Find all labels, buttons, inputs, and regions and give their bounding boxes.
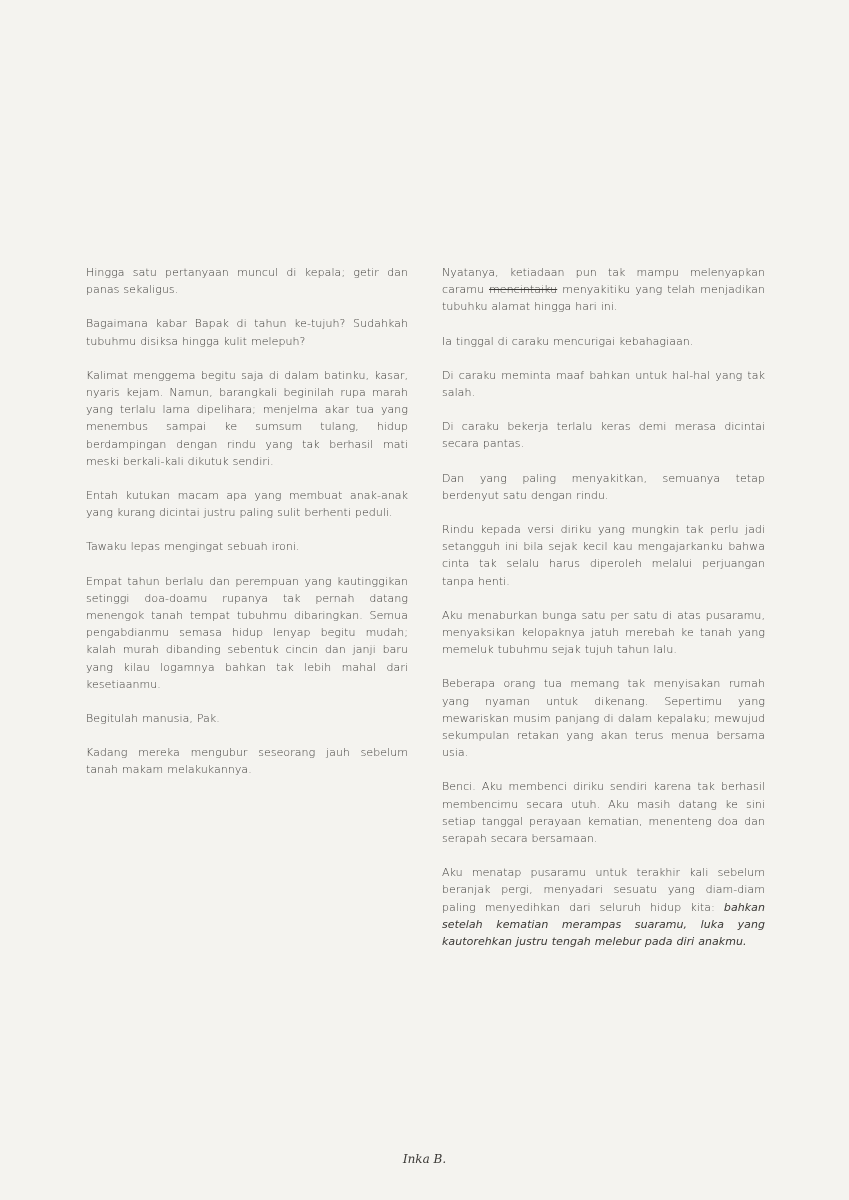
paragraph-with-strikethrough bbox=[442, 264, 765, 316]
paragraph: Empat tahun berlalu dan perempuan yang kautinggikan setinggi doa-doamu rupanya tak pernah datang menengok tanah tempat tubuhmu dibaringkan. Semua pengabdianmu semasa hidup lenyap begitu mudah; kalah murah dibanding sebentuk cincin dan janji baru yang kilau logamnya bahkan tak lebih mahal dari kesetiaanmu. bbox=[86, 574, 408, 691]
paragraph-text: Nyatanya, ketiadaan pun tak mampu melenyapkan caramu bbox=[442, 266, 765, 297]
paragraph: Entah kutukan macam apa yang membuat anak-anak yang kurang dicintai justru paling sulit berhenti peduli. bbox=[86, 489, 408, 520]
paragraph: Tawaku lepas mengingat sebuah ironi. bbox=[86, 540, 300, 554]
paragraph: Di caraku meminta maaf bahkan untuk hal-hal yang tak salah. bbox=[442, 368, 765, 400]
author-signature: Inka B. bbox=[402, 1152, 447, 1166]
paragraph: Kadang mereka mengubur seseorang jauh sebelum tanah makam melakukannya. bbox=[86, 746, 408, 777]
paragraph: Bagaimana kabar Bapak di tahun ke-tujuh? Sudahkah tubuhmu disiksa hingga kulit melepuh? bbox=[86, 317, 408, 348]
paragraph: Rindu kepada versi diriku yang mungkin tak perlu jadi setangguh ini bila sejak kecil kau mengajarkanku bahwa cinta tak selalu harus diperoleh melalui perjuangan tanpa henti. bbox=[442, 523, 765, 588]
right-text-column bbox=[442, 264, 765, 967]
paragraph: Kalimat menggema begitu saja di dalam batinku, kasar, nyaris kejam. Namun, barangkali beginilah rupa marah yang terlalu lama dipelihara; menjelma akar tua yang menembus sampai ke sumsum tulang, hidup berdampingan dengan rindu yang tak berhasil mati meski berkali-kali dikutuk sendiri. bbox=[86, 368, 408, 468]
italic-text: bahkan setelah kematian merampas suaramu, luka yang kautorehkan justru tengah melebur pada diri anakmu. bbox=[442, 900, 765, 949]
paragraph: Aku menaburkan bunga satu per satu di atas pusaramu, menyaksikan kelopaknya jatuh merebah ke tanah yang memeluk tubuhmu sejak tujuh tahun lalu. bbox=[442, 608, 765, 657]
paragraph: Di caraku bekerja terlalu keras demi merasa dicintai secara pantas. bbox=[442, 420, 765, 451]
paragraph: Beberapa orang tua memang tak menyisakan rumah yang nyaman untuk dikenang. Sepertimu yang mewariskan musim panjang di dalam kepalaku; mewujud sekumpulan retakan yang akan terus menua bersama usia. bbox=[442, 677, 765, 760]
paragraph: Begitulah manusia, Pak. bbox=[86, 712, 220, 726]
struck-word: mencintaiku bbox=[489, 283, 558, 297]
left-text-column bbox=[86, 264, 408, 796]
paragraph-text: menyakitiku yang telah menjadikan tubuhku alamat hingga hari ini. bbox=[442, 283, 765, 314]
paragraph-text: Aku menatap pusaramu untuk terakhir kali sebelum beranjak pergi, menyadari sesuatu yang diam-diam paling menyedihkan dari seluruh hidup kita: bbox=[442, 866, 765, 914]
paragraph: Benci. Aku membenci diriku sendiri karena tak berhasil membencimu secara utuh. Aku masih datang ke sini setiap tanggal perayaan kematian, menenteng doa dan serapah secara bersamaan. bbox=[442, 780, 765, 846]
paragraph: Hingga satu pertanyaan muncul di kepala; getir dan panas sekaligus. bbox=[86, 266, 408, 297]
paragraph: Ia tinggal di caraku mencurigai kebahagiaan. bbox=[442, 334, 694, 348]
paragraph: Dan yang paling menyakitkan, semuanya tetap berdenyut satu dengan rindu. bbox=[442, 471, 765, 502]
closing-paragraph bbox=[442, 864, 765, 950]
